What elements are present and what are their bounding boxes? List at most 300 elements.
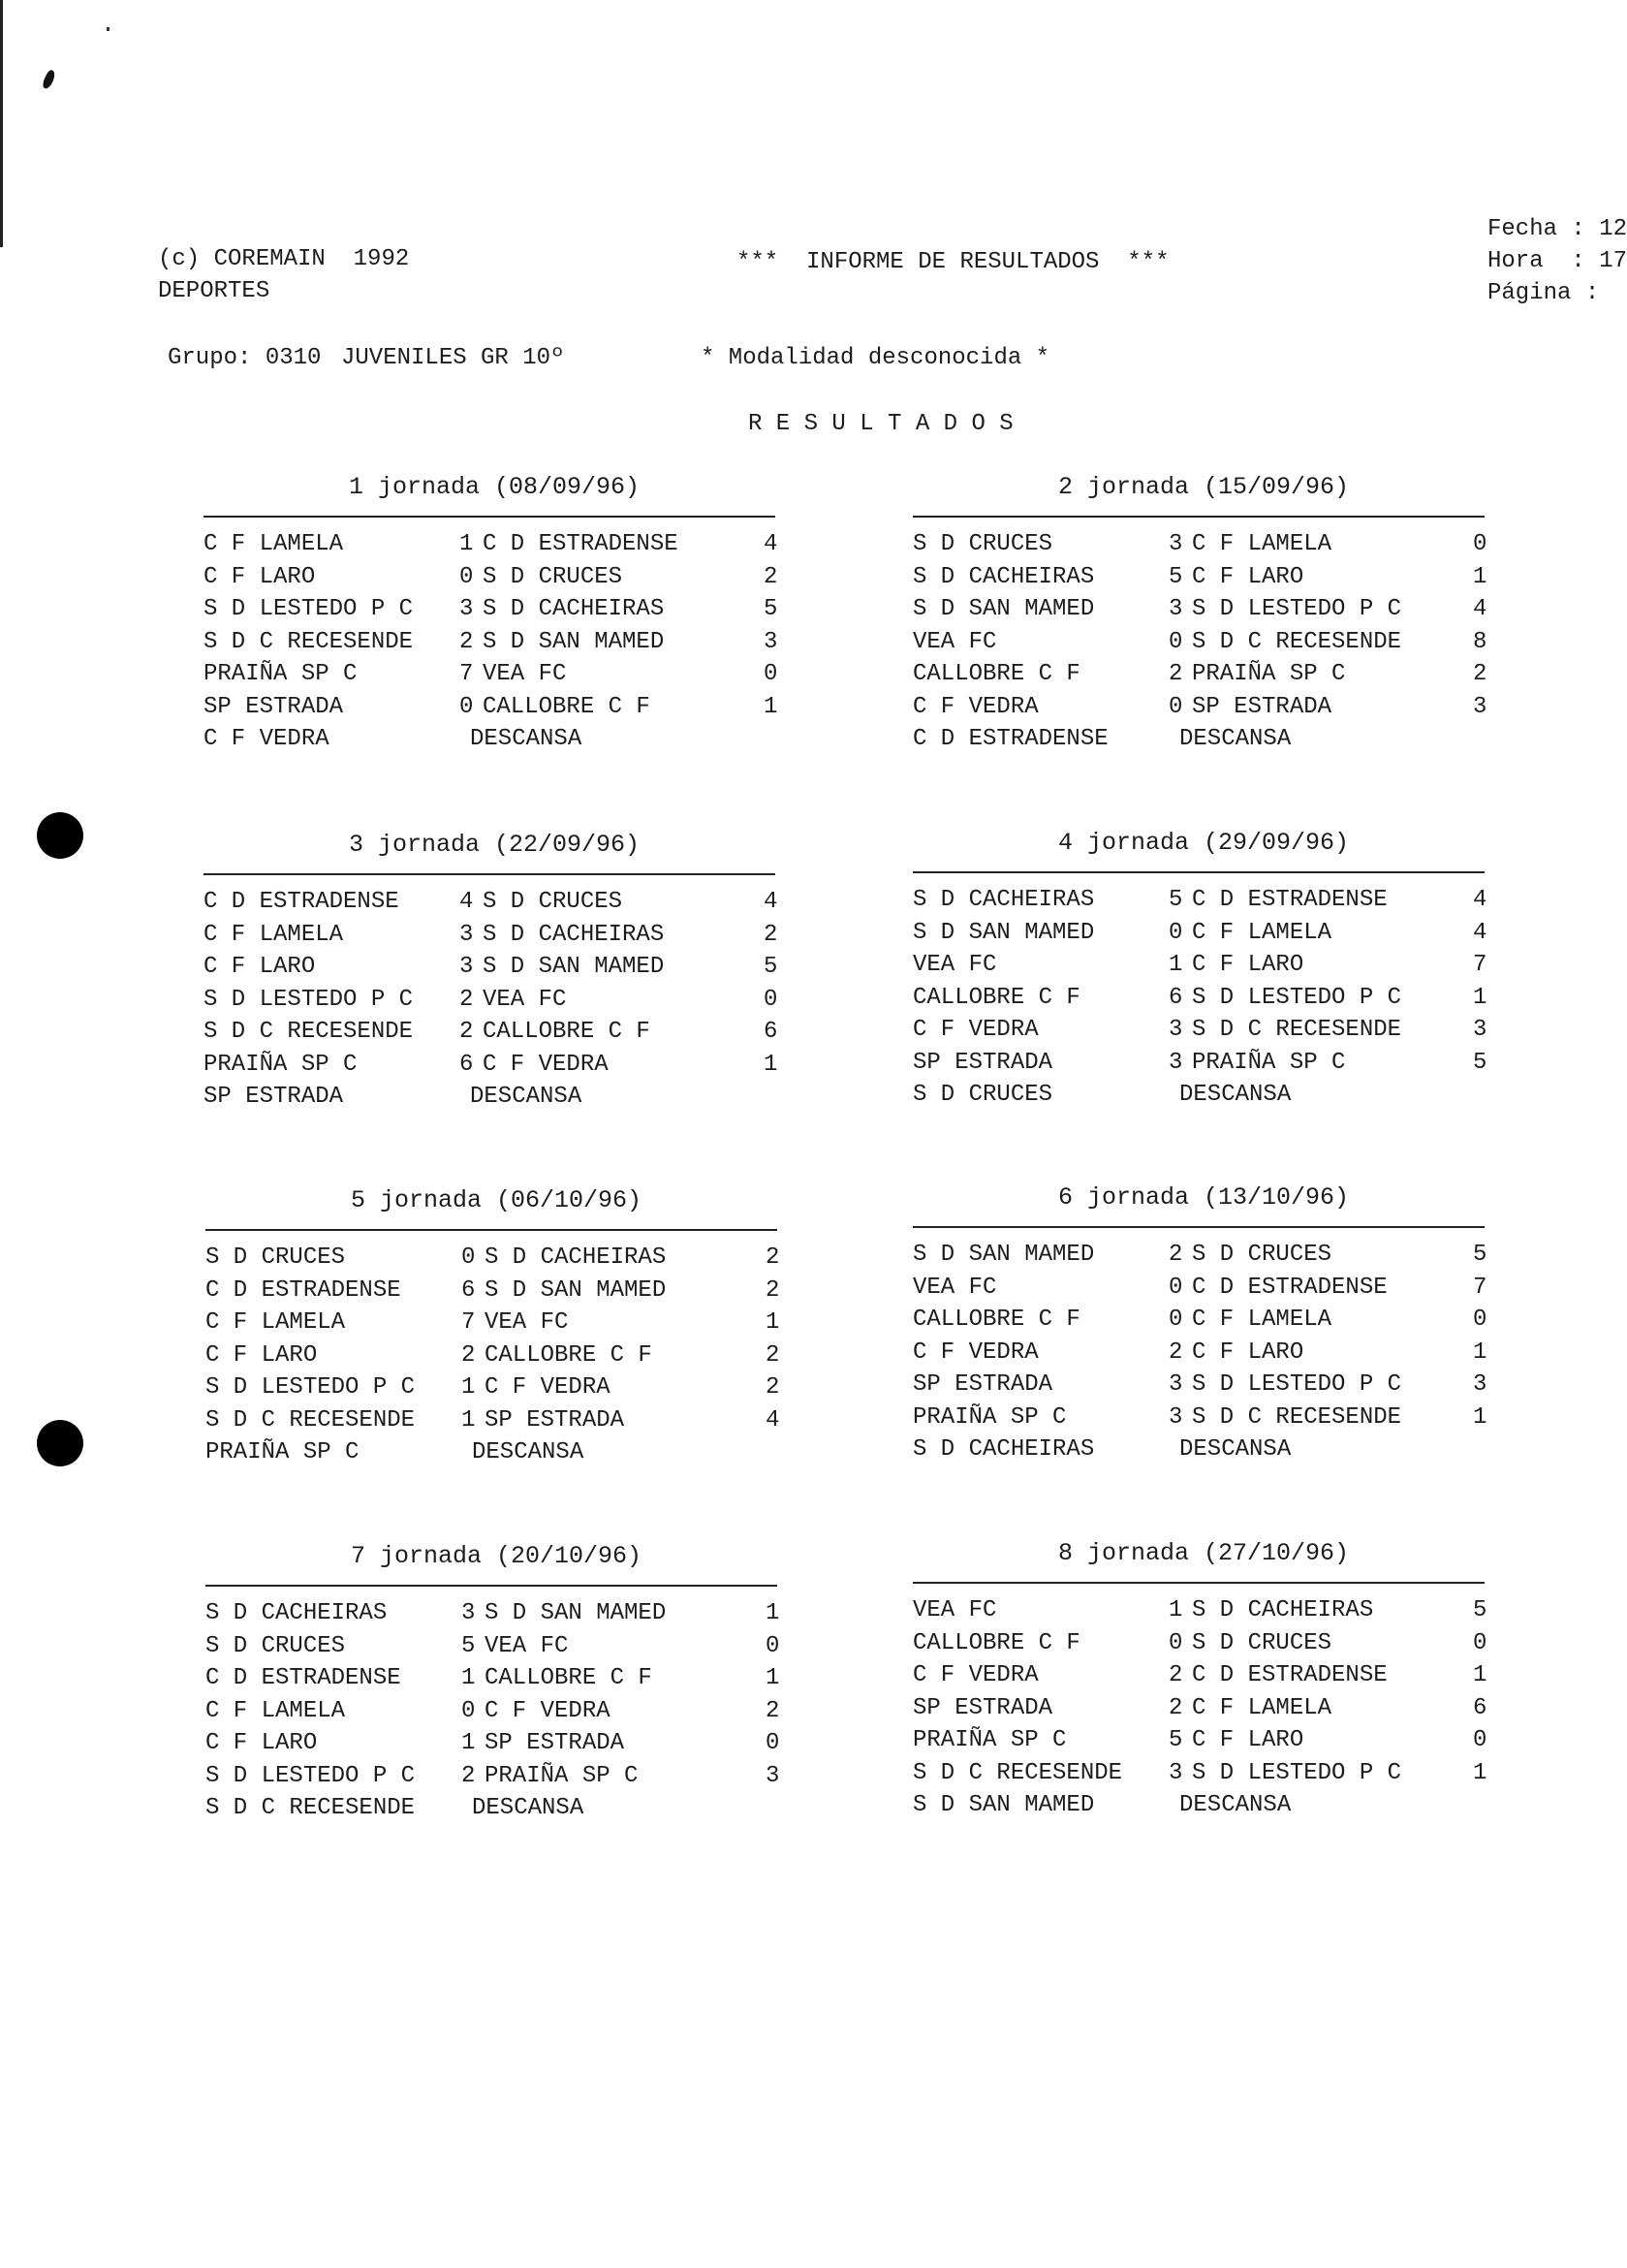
jornada-block <box>203 831 785 1121</box>
home-team: CALLOBRE C F <box>913 984 1080 1011</box>
pagina-label: Página : <box>1487 280 1600 306</box>
home-score: 2 <box>1169 1694 1183 1721</box>
away-team: PRAIÑA SP C <box>1192 661 1346 687</box>
home-team: C D ESTRADENSE <box>205 1276 401 1304</box>
match-row <box>913 1760 1494 1793</box>
away-team: C F LARO <box>1192 1339 1304 1366</box>
jornada-divider <box>205 1229 777 1231</box>
home-score: 3 <box>1169 1759 1183 1786</box>
home-score: 1 <box>461 1406 476 1433</box>
home-team: C F LARO <box>203 563 316 590</box>
away-team: CALLOBRE C F <box>485 1665 652 1691</box>
away-team: S D C RECESENDE <box>1192 1403 1402 1431</box>
match-row <box>205 1407 787 1440</box>
scan-speck <box>107 27 110 31</box>
match-row <box>203 954 785 987</box>
home-team: PRAIÑA SP C <box>203 661 358 687</box>
away-team: VEA FC <box>485 1632 569 1659</box>
home-score: 3 <box>1169 531 1183 557</box>
match-list <box>203 531 785 759</box>
away-score: 3 <box>1473 1017 1487 1043</box>
home-team: S D C RECESENDE <box>913 1759 1123 1786</box>
rest-label: DESCANSA <box>472 1795 584 1821</box>
match-row <box>203 987 785 1020</box>
rest-label: DESCANSA <box>1179 726 1292 752</box>
jornada-block <box>913 1183 1494 1474</box>
away-team: C F VEDRA <box>485 1697 610 1724</box>
away-score: 5 <box>764 954 778 980</box>
match-row <box>913 1727 1494 1760</box>
home-score: 0 <box>459 563 474 590</box>
away-score: 6 <box>1473 1694 1487 1721</box>
scan-speck <box>41 69 57 90</box>
home-team: VEA FC <box>913 1597 997 1623</box>
away-team: C F LARO <box>1192 563 1304 590</box>
away-score: 0 <box>764 986 778 1013</box>
away-score: 2 <box>766 1697 780 1724</box>
jornada-divider <box>203 873 775 875</box>
away-team: VEA FC <box>483 986 567 1013</box>
home-team: CALLOBRE C F <box>913 1629 1080 1656</box>
home-score: 6 <box>459 1051 474 1078</box>
match-row <box>205 1698 787 1731</box>
away-team: S D CACHEIRAS <box>1192 1597 1374 1623</box>
home-team: VEA FC <box>913 628 997 655</box>
away-score: 0 <box>1473 1307 1487 1333</box>
home-score: 2 <box>1169 1662 1183 1688</box>
away-score: 2 <box>764 563 778 590</box>
away-score: 2 <box>766 1244 780 1271</box>
match-row <box>913 1695 1494 1728</box>
match-row <box>913 920 1494 953</box>
rest-row <box>913 1436 1494 1469</box>
home-score: 0 <box>1169 1629 1183 1656</box>
away-score: 1 <box>766 1600 780 1626</box>
home-score: 2 <box>459 1019 474 1045</box>
match-row <box>913 694 1494 727</box>
home-team: C F VEDRA <box>913 1339 1039 1366</box>
home-score: 1 <box>461 1730 476 1756</box>
home-team: C D ESTRADENSE <box>205 1665 401 1691</box>
home-score: 0 <box>459 693 474 720</box>
home-team: S D C RECESENDE <box>205 1406 416 1433</box>
home-score: 0 <box>1169 628 1183 655</box>
away-team: S D CRUCES <box>483 889 623 915</box>
rest-row <box>203 726 785 759</box>
rest-row <box>205 1439 787 1472</box>
home-score: 3 <box>1169 1049 1183 1076</box>
home-score: 3 <box>459 921 474 948</box>
home-team: SP ESTRADA <box>203 693 344 720</box>
match-row <box>913 1662 1494 1695</box>
home-team: S D C RECESENDE <box>203 628 414 655</box>
home-score: 2 <box>461 1341 476 1369</box>
rest-team: S D CRUCES <box>913 1082 1053 1108</box>
home-team: C F LARO <box>205 1341 318 1369</box>
away-team: CALLOBRE C F <box>485 1341 652 1369</box>
match-row <box>913 564 1494 597</box>
away-team: S D CACHEIRAS <box>483 596 665 622</box>
modality-label: * Modalidad desconocida * <box>701 345 1050 371</box>
match-list <box>913 1242 1494 1469</box>
match-row <box>205 1309 787 1342</box>
home-team: CALLOBRE C F <box>913 661 1080 687</box>
away-score: 7 <box>1473 952 1487 978</box>
group-label: Grupo: 0310 <box>168 345 322 371</box>
away-score: 0 <box>1473 1629 1487 1656</box>
match-row <box>913 1050 1494 1083</box>
match-row <box>205 1342 787 1375</box>
home-score: 2 <box>459 986 474 1013</box>
jornada-block <box>913 1539 1494 1830</box>
away-score: 1 <box>764 1051 778 1078</box>
match-list <box>205 1244 787 1472</box>
away-team: VEA FC <box>485 1309 569 1336</box>
match-row <box>913 531 1494 564</box>
away-team: S D C RECESENDE <box>1192 628 1402 655</box>
away-team: C F LAMELA <box>1192 919 1332 946</box>
away-score: 2 <box>766 1374 780 1401</box>
fecha-label: Fecha : 12 <box>1487 216 1627 242</box>
match-list <box>203 889 785 1117</box>
away-score: 1 <box>766 1309 780 1336</box>
home-score: 0 <box>1169 1274 1183 1301</box>
home-team: C F VEDRA <box>913 1662 1039 1688</box>
away-team: SP ESTRADA <box>485 1730 625 1756</box>
rest-label: DESCANSA <box>1179 1792 1292 1818</box>
away-team: PRAIÑA SP C <box>485 1762 639 1789</box>
match-row <box>913 985 1494 1018</box>
away-team: S D SAN MAMED <box>483 954 665 980</box>
home-score: 5 <box>1169 1727 1183 1753</box>
away-score: 3 <box>766 1762 780 1789</box>
match-row <box>205 1600 787 1633</box>
home-team: S D CRUCES <box>913 531 1053 557</box>
away-score: 3 <box>1473 1371 1487 1398</box>
punch-hole <box>37 1420 83 1466</box>
match-row <box>203 1019 785 1052</box>
match-row <box>205 1763 787 1796</box>
match-row <box>913 1630 1494 1663</box>
away-score: 1 <box>764 693 778 720</box>
home-score: 3 <box>1169 1017 1183 1043</box>
home-team: S D CACHEIRAS <box>913 563 1095 590</box>
away-score: 1 <box>1473 1403 1487 1431</box>
away-team: C F VEDRA <box>485 1374 610 1401</box>
away-score: 2 <box>766 1341 780 1369</box>
away-team: C F LAMELA <box>1192 1307 1332 1333</box>
jornada-block <box>205 1542 787 1833</box>
away-team: C D ESTRADENSE <box>1192 1274 1388 1301</box>
home-team: S D LESTEDO P C <box>205 1762 416 1789</box>
away-team: S D LESTEDO P C <box>1192 1371 1402 1398</box>
home-team: S D CRUCES <box>205 1244 346 1271</box>
away-score: 0 <box>764 661 778 687</box>
match-row <box>913 629 1494 662</box>
home-team: S D SAN MAMED <box>913 919 1095 946</box>
home-team: S D CRUCES <box>205 1632 346 1659</box>
home-score: 1 <box>1169 952 1183 978</box>
away-team: S D LESTEDO P C <box>1192 1759 1402 1786</box>
rest-label: DESCANSA <box>470 726 582 752</box>
match-row <box>205 1665 787 1698</box>
away-team: S D SAN MAMED <box>483 628 665 655</box>
rest-row <box>913 1792 1494 1825</box>
match-list <box>913 1597 1494 1825</box>
home-team: VEA FC <box>913 1274 997 1301</box>
home-score: 7 <box>461 1309 476 1336</box>
home-score: 2 <box>459 628 474 655</box>
away-score: 1 <box>1473 1759 1487 1786</box>
home-score: 3 <box>1169 596 1183 622</box>
jornada-divider <box>203 516 775 518</box>
jornada-title: 3 jornada (22/09/96) <box>348 831 641 859</box>
home-team: S D CACHEIRAS <box>205 1600 388 1626</box>
away-score: 4 <box>764 889 778 915</box>
away-score: 5 <box>1473 1049 1487 1076</box>
jornada-title: 8 jornada (27/10/96) <box>1057 1539 1350 1567</box>
home-score: 0 <box>1169 693 1183 720</box>
rest-row <box>205 1795 787 1828</box>
home-team: S D C RECESENDE <box>203 1019 414 1045</box>
away-team: C F LARO <box>1192 952 1304 978</box>
away-team: S D SAN MAMED <box>485 1600 667 1626</box>
match-row <box>913 952 1494 985</box>
hora-label: Hora : 17 <box>1487 248 1627 274</box>
home-score: 4 <box>459 889 474 915</box>
away-team: S D CRUCES <box>1192 1629 1332 1656</box>
home-team: C F LARO <box>205 1730 318 1756</box>
match-row <box>205 1633 787 1666</box>
away-score: 1 <box>766 1665 780 1691</box>
away-team: S D LESTEDO P C <box>1192 984 1402 1011</box>
department-label: DEPORTES <box>158 278 270 304</box>
away-score: 1 <box>1473 1339 1487 1366</box>
home-score: 3 <box>1169 1403 1183 1431</box>
home-team: C F LARO <box>203 954 316 980</box>
rest-team: S D SAN MAMED <box>913 1792 1095 1818</box>
away-team: S D CRUCES <box>483 563 623 590</box>
match-row <box>203 889 785 922</box>
away-score: 2 <box>1473 661 1487 687</box>
match-row <box>913 1275 1494 1307</box>
home-score: 2 <box>1169 661 1183 687</box>
away-team: C F LARO <box>1192 1727 1304 1753</box>
home-team: CALLOBRE C F <box>913 1307 1080 1333</box>
away-team: CALLOBRE C F <box>483 1019 650 1045</box>
home-score: 0 <box>461 1697 476 1724</box>
away-score: 0 <box>766 1730 780 1756</box>
rest-row <box>913 1082 1494 1115</box>
home-team: S D LESTEDO P C <box>203 596 414 622</box>
jornada-title: 1 jornada (08/09/96) <box>348 473 641 501</box>
home-team: C F LAMELA <box>205 1697 346 1724</box>
match-row <box>913 1242 1494 1275</box>
match-row <box>203 596 785 629</box>
match-row <box>913 1371 1494 1404</box>
home-score: 2 <box>1169 1339 1183 1366</box>
home-team: PRAIÑA SP C <box>913 1403 1067 1431</box>
match-row <box>913 1597 1494 1630</box>
jornada-divider <box>913 1582 1485 1584</box>
jornada-block <box>203 473 785 764</box>
match-row <box>913 596 1494 629</box>
rest-team: PRAIÑA SP C <box>205 1439 360 1465</box>
match-list <box>913 531 1494 759</box>
away-score: 0 <box>1473 531 1487 557</box>
away-score: 3 <box>764 628 778 655</box>
rest-team: C F VEDRA <box>203 726 329 752</box>
home-team: C F LAMELA <box>205 1309 346 1336</box>
jornada-title: 7 jornada (20/10/96) <box>350 1542 642 1570</box>
home-score: 1 <box>459 531 474 557</box>
home-team: PRAIÑA SP C <box>203 1051 358 1078</box>
rest-label: DESCANSA <box>472 1439 584 1465</box>
jornada-title: 5 jornada (06/10/96) <box>350 1186 642 1214</box>
jornada-block <box>205 1186 787 1477</box>
home-team: S D SAN MAMED <box>913 1242 1095 1268</box>
rest-row <box>913 726 1494 759</box>
away-team: C D ESTRADENSE <box>1192 1662 1388 1688</box>
home-team: C F LAMELA <box>203 531 344 557</box>
away-score: 1 <box>1473 984 1487 1011</box>
match-row <box>203 1052 785 1085</box>
away-score: 4 <box>1473 887 1487 913</box>
away-score: 5 <box>764 596 778 622</box>
jornada-title: 6 jornada (13/10/96) <box>1057 1183 1350 1212</box>
match-row <box>203 922 785 955</box>
away-score: 0 <box>1473 1727 1487 1753</box>
match-row <box>203 661 785 694</box>
home-team: C F VEDRA <box>913 1017 1039 1043</box>
away-score: 7 <box>1473 1274 1487 1301</box>
match-row <box>203 564 785 597</box>
away-score: 0 <box>766 1632 780 1659</box>
away-team: C F LAMELA <box>1192 1694 1332 1721</box>
home-score: 7 <box>459 661 474 687</box>
away-team: S D SAN MAMED <box>485 1276 667 1304</box>
away-team: S D C RECESENDE <box>1192 1017 1402 1043</box>
away-score: 6 <box>764 1019 778 1045</box>
scan-edge-mark <box>0 0 3 247</box>
away-team: VEA FC <box>483 661 567 687</box>
away-score: 4 <box>1473 596 1487 622</box>
away-team: S D CACHEIRAS <box>483 921 665 948</box>
away-score: 4 <box>766 1406 780 1433</box>
away-team: CALLOBRE C F <box>483 693 650 720</box>
rest-team: S D C RECESENDE <box>205 1795 416 1821</box>
rest-label: DESCANSA <box>470 1084 582 1110</box>
jornada-block <box>913 829 1494 1119</box>
away-score: 4 <box>764 531 778 557</box>
away-score: 4 <box>1473 919 1487 946</box>
away-score: 2 <box>766 1276 780 1304</box>
home-score: 0 <box>1169 919 1183 946</box>
away-team: S D CRUCES <box>1192 1242 1332 1268</box>
away-score: 1 <box>1473 563 1487 590</box>
copyright-label: (c) COREMAIN 1992 <box>158 246 410 272</box>
home-score: 3 <box>459 954 474 980</box>
match-row <box>203 694 785 727</box>
home-score: 6 <box>461 1276 476 1304</box>
home-score: 3 <box>461 1600 476 1626</box>
jornada-divider <box>913 871 1485 873</box>
rest-row <box>203 1084 785 1117</box>
away-score: 5 <box>1473 1242 1487 1268</box>
away-team: S D LESTEDO P C <box>1192 596 1402 622</box>
rest-team: S D CACHEIRAS <box>913 1436 1095 1463</box>
group-category: JUVENILES GR 10º <box>341 345 565 371</box>
match-row <box>913 661 1494 694</box>
home-team: SP ESTRADA <box>913 1049 1053 1076</box>
home-score: 2 <box>461 1762 476 1789</box>
away-team: C D ESTRADENSE <box>483 531 678 557</box>
home-team: S D SAN MAMED <box>913 596 1095 622</box>
home-team: C D ESTRADENSE <box>203 889 399 915</box>
jornada-block <box>913 473 1494 764</box>
match-list <box>205 1600 787 1828</box>
match-row <box>205 1277 787 1310</box>
match-row <box>205 1374 787 1407</box>
away-team: S D CACHEIRAS <box>485 1244 667 1271</box>
home-team: PRAIÑA SP C <box>913 1727 1067 1753</box>
home-team: C F LAMELA <box>203 921 344 948</box>
home-team: VEA FC <box>913 952 997 978</box>
away-score: 2 <box>764 921 778 948</box>
home-score: 3 <box>1169 1371 1183 1398</box>
match-list <box>913 887 1494 1115</box>
match-row <box>205 1244 787 1277</box>
home-team: S D LESTEDO P C <box>205 1374 416 1401</box>
home-score: 1 <box>1169 1597 1183 1623</box>
rest-team: SP ESTRADA <box>203 1084 344 1110</box>
away-team: SP ESTRADA <box>1192 693 1332 720</box>
home-score: 6 <box>1169 984 1183 1011</box>
rest-label: DESCANSA <box>1179 1436 1292 1463</box>
jornada-divider <box>913 516 1485 518</box>
home-score: 0 <box>1169 1307 1183 1333</box>
home-score: 5 <box>461 1632 476 1659</box>
away-team: SP ESTRADA <box>485 1406 625 1433</box>
rest-label: DESCANSA <box>1179 1082 1292 1108</box>
away-score: 1 <box>1473 1662 1487 1688</box>
home-score: 2 <box>1169 1242 1183 1268</box>
home-team: C F VEDRA <box>913 693 1039 720</box>
away-team: C F VEDRA <box>483 1051 609 1078</box>
away-team: PRAIÑA SP C <box>1192 1049 1346 1076</box>
home-team: SP ESTRADA <box>913 1694 1053 1721</box>
jornada-title: 4 jornada (29/09/96) <box>1057 829 1350 857</box>
away-team: C F LAMELA <box>1192 531 1332 557</box>
home-score: 5 <box>1169 887 1183 913</box>
away-team: C D ESTRADENSE <box>1192 887 1388 913</box>
home-score: 0 <box>461 1244 476 1271</box>
match-row <box>913 1017 1494 1050</box>
home-team: SP ESTRADA <box>913 1371 1053 1398</box>
home-score: 5 <box>1169 563 1183 590</box>
away-score: 8 <box>1473 628 1487 655</box>
home-score: 3 <box>459 596 474 622</box>
match-row <box>203 531 785 564</box>
match-row <box>913 1307 1494 1339</box>
report-title: *** INFORME DE RESULTADOS *** <box>736 249 1170 275</box>
jornada-divider <box>913 1226 1485 1228</box>
away-score: 3 <box>1473 693 1487 720</box>
match-row <box>203 629 785 662</box>
punch-hole <box>37 812 83 859</box>
match-row <box>205 1730 787 1763</box>
match-row <box>913 1339 1494 1372</box>
